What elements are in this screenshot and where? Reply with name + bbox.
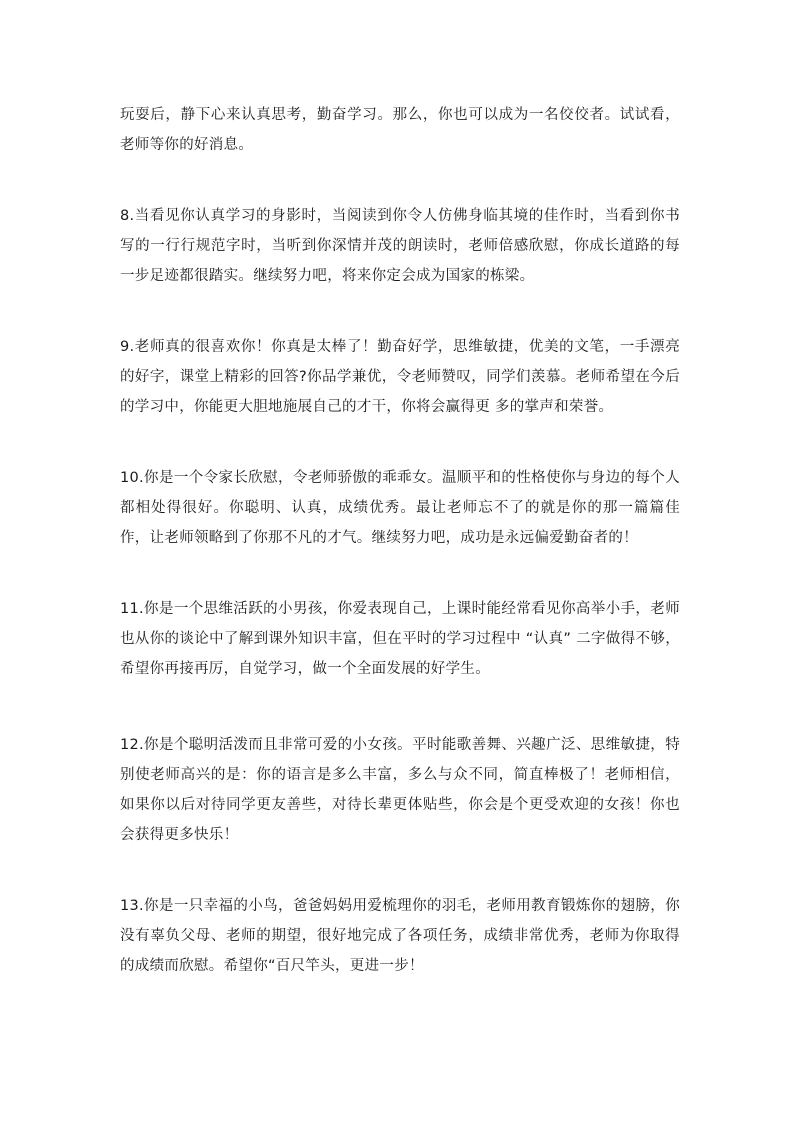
comment-paragraph-11: 11.你是一个思维活跃的小男孩，你爱表现自己，上课时能经常看见你高举小手，老师也从你的谈论中了解到课外知识丰富，但在平时的学习过程中 “认真” 二字做得不够，希望你再接再厉，自觉学习，做一个全面发展的好学生。	[120, 601, 680, 677]
paragraph-spacer	[120, 160, 680, 201]
paragraph-spacer	[120, 850, 680, 891]
comment-paragraph-12: 12.你是个聪明活泼而且非常可爱的小女孩。平时能歌善舞、兴趣广泛、思维敏捷，特别使老师高兴的是：你的语言是多么丰富，多么与众不同，简直棒极了！老师相信，如果你以后对待同学更友善些，对待长辈更体贴些，你会是个更受欢迎的女孩！你也会获得更多快乐！	[120, 737, 680, 843]
comment-paragraph-10: 10.你是一个令家长欣慰，令老师骄傲的乖乖女。温顺平和的性格使你与身边的每个人都相处得很好。你聪明、认真，成绩优秀。最让老师忘不了的就是你的那一篇篇佳作，让老师领略到了你那不凡的才气。继续努力吧，成功是永远偏爱勤奋者的！	[120, 470, 680, 546]
paragraph-spacer	[120, 553, 680, 594]
paragraph-spacer	[120, 422, 680, 463]
comment-paragraph-8: 8.当看见你认真学习的身影时，当阅读到你令人仿佛身临其境的佳作时，当看到你书写的一行行规范字时，当听到你深情并茂的朗读时，老师倍感欣慰，你成长道路的每一步足迹都很踏实。继续努力吧，将来你定会成为国家的栋梁。	[120, 208, 680, 284]
comment-paragraph-continued: 玩耍后，静下心来认真思考，勤奋学习。那么，你也可以成为一名佼佼者。试试看，老师等你的好消息。	[120, 107, 680, 153]
document-body	[120, 100, 680, 981]
paragraph-spacer	[120, 684, 680, 730]
paragraph-spacer	[120, 291, 680, 332]
comment-paragraph-9: 9.老师真的很喜欢你！你真是太棒了！勤奋好学，思维敏捷，优美的文笔，一手漂亮的好字，课堂上精彩的回答?你品学兼优，令老师赞叹，同学们羡慕。老师希望在今后的学习中，你能更大胆地施展自己的才干，你将会赢得更 多的掌声和荣誉。	[120, 339, 680, 415]
comment-paragraph-13: 13.你是一只幸福的小鸟，爸爸妈妈用爱梳理你的羽毛，老师用教育锻炼你的翅膀，你没有辜负父母、老师的期望，很好地完成了各项任务，成绩非常优秀，老师为你取得的成绩而欣慰。希望你“百尺竿头，更进一步！	[120, 898, 680, 974]
